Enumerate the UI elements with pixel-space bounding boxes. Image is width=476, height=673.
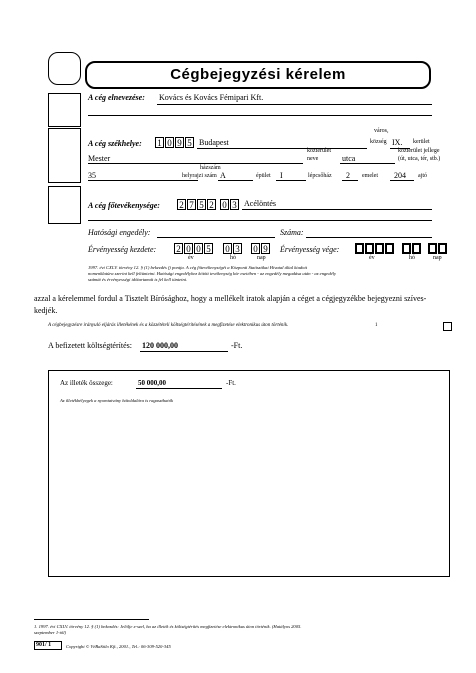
postal-digit-4[interactable]: 5 xyxy=(185,137,194,148)
door[interactable]: 204 xyxy=(394,171,406,180)
door-label: ajtó xyxy=(418,173,427,179)
door-line xyxy=(390,180,414,181)
activity-label: A cég főtevékenysége: xyxy=(88,201,160,210)
fee-value[interactable]: 120 000,00 xyxy=(142,341,178,350)
start-year-2[interactable]: 0 xyxy=(184,243,193,254)
start-year-4[interactable]: 5 xyxy=(204,243,213,254)
company-name-value[interactable]: Kovács és Kovács Fémipari Kft. xyxy=(159,93,264,102)
company-name-side-box xyxy=(48,93,81,127)
seat-city-line xyxy=(197,148,367,149)
permit-number-label: Száma: xyxy=(280,228,304,237)
copyright-text: Copyright © VéBaStilo Kft., 2001., Tel.: 06-309-520-345 xyxy=(66,644,171,649)
building-line xyxy=(218,180,253,181)
permit-number-line xyxy=(306,237,432,238)
electronic-note: A cégbejegyzésre irányuló eljárás illetékének és a közzétételi költségtérítésének a megfizetése elektronikus úton történik. xyxy=(48,323,289,328)
end-year-label: év xyxy=(369,255,375,261)
header-corner-box xyxy=(48,52,81,85)
company-name-line-1 xyxy=(157,104,432,105)
building[interactable]: A xyxy=(220,171,226,180)
start-day-2[interactable]: 9 xyxy=(261,243,270,254)
fee-unit: -Ft. xyxy=(231,341,243,350)
end-year-1[interactable] xyxy=(355,243,364,254)
staircase-line xyxy=(276,180,306,181)
activity-code-a-3[interactable]: 5 xyxy=(197,199,206,210)
activity-note-1: 1997. évi CXLV. törvény 12. § (1) bekezdés f) pontja. A cég főtevékenységét a Központi Statisztikai Hivatal által kiadott xyxy=(88,265,308,270)
permit-label: Hatósági engedély: xyxy=(88,228,151,237)
street-type-label-2: (út, utca, tér, stb.) xyxy=(398,156,441,162)
start-day-label: nap xyxy=(257,255,266,261)
footnote-line-1: 1. 1997. évi CXLV. törvény 12. § (1) bekezdés: Jelölje x-szel, ha az illeték és költségtérítés megfizetése elektronikus úton történik. (Hatályos 2005. xyxy=(34,624,302,629)
postal-digit-2[interactable]: 0 xyxy=(165,137,174,148)
end-day-1[interactable] xyxy=(428,243,437,254)
end-month-1[interactable] xyxy=(402,243,411,254)
activity-note-3: számát és érvényességi időtartamát is fel kell tüntetni. xyxy=(88,277,188,282)
house-number[interactable]: 35 xyxy=(88,171,96,180)
start-month-2[interactable]: 3 xyxy=(233,243,242,254)
end-year-3[interactable] xyxy=(375,243,384,254)
end-month-label: hó xyxy=(409,255,415,261)
end-day-label: nap xyxy=(433,255,442,261)
street-type[interactable]: utca xyxy=(342,154,356,163)
duty-line xyxy=(136,388,222,389)
building-label: épület xyxy=(256,173,271,179)
end-day-2[interactable] xyxy=(438,243,447,254)
postal-digit-3[interactable]: 9 xyxy=(175,137,184,148)
staircase[interactable]: I xyxy=(280,171,283,180)
start-year-1[interactable]: 2 xyxy=(174,243,183,254)
electronic-payment-checkbox[interactable] xyxy=(443,322,452,331)
floor-label: emelet xyxy=(362,173,378,179)
house-number-label-2: helyrajzi szám xyxy=(182,173,217,179)
staircase-label: lépcsőház xyxy=(308,173,332,179)
seat-label: A cég székhelye: xyxy=(88,139,142,148)
start-month-label: hó xyxy=(230,255,236,261)
request-text-line-1: azzal a kérelemmel fordul a Tisztelt Bírósághoz, hogy a mellékelt iratok alapján a céget a cégjegyzékbe bejegyezni szíves- xyxy=(34,294,427,303)
start-day-1[interactable]: 0 xyxy=(251,243,260,254)
activity-code-a-2[interactable]: 7 xyxy=(187,199,196,210)
electronic-note-ref: 1 xyxy=(375,323,378,328)
postal-digit-1[interactable]: 1 xyxy=(155,137,164,148)
activity-line-2 xyxy=(88,220,432,221)
permit-line xyxy=(157,237,275,238)
seat-side-box xyxy=(48,128,81,183)
city-label-1: város, xyxy=(374,128,389,134)
house-number-line xyxy=(88,180,198,181)
street-name-label-1: közterület xyxy=(307,148,331,154)
fee-label: A befizetett költségtérítés: xyxy=(48,341,132,350)
activity-code-a-1[interactable]: 2 xyxy=(177,199,186,210)
street-name[interactable]: Mester xyxy=(88,154,111,163)
house-number-label-1: házszám xyxy=(200,165,221,171)
end-year-2[interactable] xyxy=(365,243,374,254)
validity-end-label: Érvényesség vége: xyxy=(280,245,340,254)
request-text-line-2: kedjék. xyxy=(34,306,58,315)
end-month-2[interactable] xyxy=(412,243,421,254)
company-name-line-2 xyxy=(88,115,432,116)
company-name-label: A cég elnevezése: xyxy=(88,93,145,102)
activity-side-box xyxy=(48,186,81,224)
activity-note-2: nomenklatúra szerint kell feltüntetni. Hatósági engedélyhez kötött tevékenység kör esetében - az engedély megadása után - az engedély xyxy=(88,271,336,276)
activity-code-b-2[interactable]: 3 xyxy=(230,199,239,210)
form-number: 901/ 1 xyxy=(36,642,52,648)
duty-value[interactable]: 50 000,00 xyxy=(138,379,166,387)
start-year-label: év xyxy=(188,255,194,261)
validity-start-label: Érvényesség kezdete: xyxy=(88,245,157,254)
start-year-3[interactable]: 0 xyxy=(194,243,203,254)
street-name-line xyxy=(88,163,303,164)
floor[interactable]: 2 xyxy=(346,171,350,180)
street-type-line xyxy=(340,163,395,164)
district-label: kerület xyxy=(413,139,430,145)
activity-description[interactable]: Acélöntés xyxy=(244,199,276,208)
seat-city[interactable]: Budapest xyxy=(199,138,229,147)
duty-unit: -Ft. xyxy=(226,379,236,387)
activity-code-b-1[interactable]: 0 xyxy=(220,199,229,210)
start-month-1[interactable]: 0 xyxy=(223,243,232,254)
floor-line xyxy=(342,180,358,181)
duty-label: Az illeték összege: xyxy=(60,379,113,387)
city-label-2: község xyxy=(370,139,387,145)
footnote-line-2: szeptember 1-től) xyxy=(34,630,67,635)
street-type-label-1: közterület jellege xyxy=(398,148,440,154)
street-name-label-2: neve xyxy=(307,156,319,162)
duty-note: Az illetékbélyegek a nyomtatvány hátoldalára is ragaszthatók xyxy=(60,398,174,403)
seat-district[interactable]: IX. xyxy=(392,138,403,147)
end-year-4[interactable] xyxy=(385,243,394,254)
page-title: Cégbejegyzési kérelem xyxy=(170,66,346,83)
activity-code-a-4[interactable]: 2 xyxy=(207,199,216,210)
fee-line xyxy=(140,351,228,352)
activity-description-line xyxy=(242,209,432,210)
footnote-separator xyxy=(34,619,149,620)
